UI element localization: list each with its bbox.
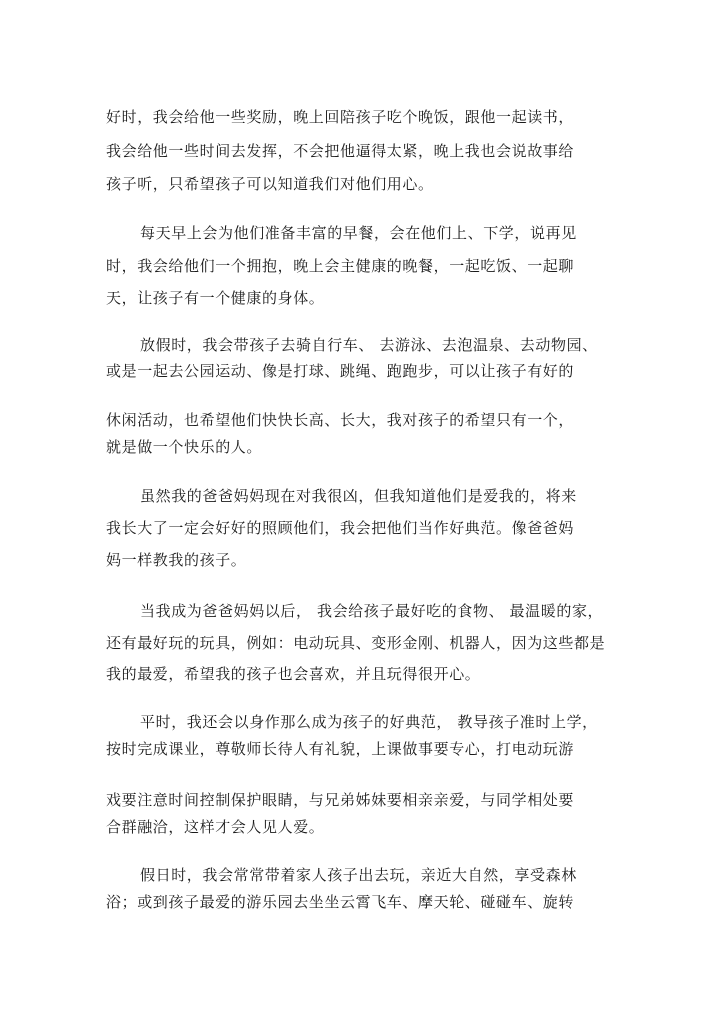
text-line: 假日时，我会常常带着家人孩子出去玩，亲近大自然，享受森林	[140, 866, 577, 884]
text-line: 或是一起去公园运动、像是打球、跳绳、跑跑步，可以让孩子有好的	[106, 362, 575, 380]
text-line: 每天早上会为他们准备丰富的早餐，会在他们上、下学，说再见	[140, 224, 577, 242]
text-line: 我的最爱，希望我的孩子也会喜欢，并且玩得很开心。	[106, 665, 481, 683]
text-line: 孩子听，只希望孩子可以知道我们对他们用心。	[106, 175, 434, 193]
text-line: 戏要注意时间控制保护眼睛，与兄弟姊妹要相亲亲爱，与同学相处要	[106, 791, 575, 809]
text-line: 平时，我还会以身作那么成为孩子的好典范， 教导孩子准时上学，	[140, 713, 598, 731]
text-line: 时，我会给他们一个拥抱，晚上会主健康的晚餐，一起吃饭、一起聊	[106, 257, 575, 275]
text-line: 就是做一个快乐的人。	[106, 438, 263, 456]
text-line: 当我成为爸爸妈妈以后， 我会给孩子最好吃的食物、 最温暖的家，	[140, 602, 604, 620]
text-line: 虽然我的爸爸妈妈现在对我很凶，但我知道他们是爱我的，将来	[140, 487, 577, 505]
text-line: 按时完成课业，尊敬师长待人有礼貌，上课做事要专心，打电动玩游	[106, 740, 575, 758]
text-line: 我长大了一定会好好的照顾他们，我会把他们当作好典范。像爸爸妈	[106, 519, 575, 537]
text-line: 好时，我会给他一些奖励，晚上回陪孩子吃个晚饭，跟他一起读书，	[106, 108, 575, 126]
text-line: 还有最好玩的玩具，例如：电动玩具、变形金刚、机器人，因为这些都是	[106, 634, 606, 652]
text-line: 天，让孩子有一个健康的身体。	[106, 289, 325, 307]
text-line: 放假时，我会带孩子去骑自行车、 去游泳、去泡温泉、去动物园、	[140, 336, 598, 354]
text-line: 合群融洽，这样才会人见人爱。	[106, 818, 325, 836]
text-line: 妈一样教我的孩子。	[106, 551, 247, 569]
text-line: 我会给他一些时间去发挥，不会把他逼得太紧，晚上我也会说故事给	[106, 142, 575, 160]
text-line: 休闲活动，也希望他们快快长高、长大，我对孩子的希望只有一个，	[106, 411, 575, 429]
text-line: 浴；或到孩子最爱的游乐园去坐坐云霄飞车、摩天轮、碰碰车、旋转	[106, 893, 575, 911]
